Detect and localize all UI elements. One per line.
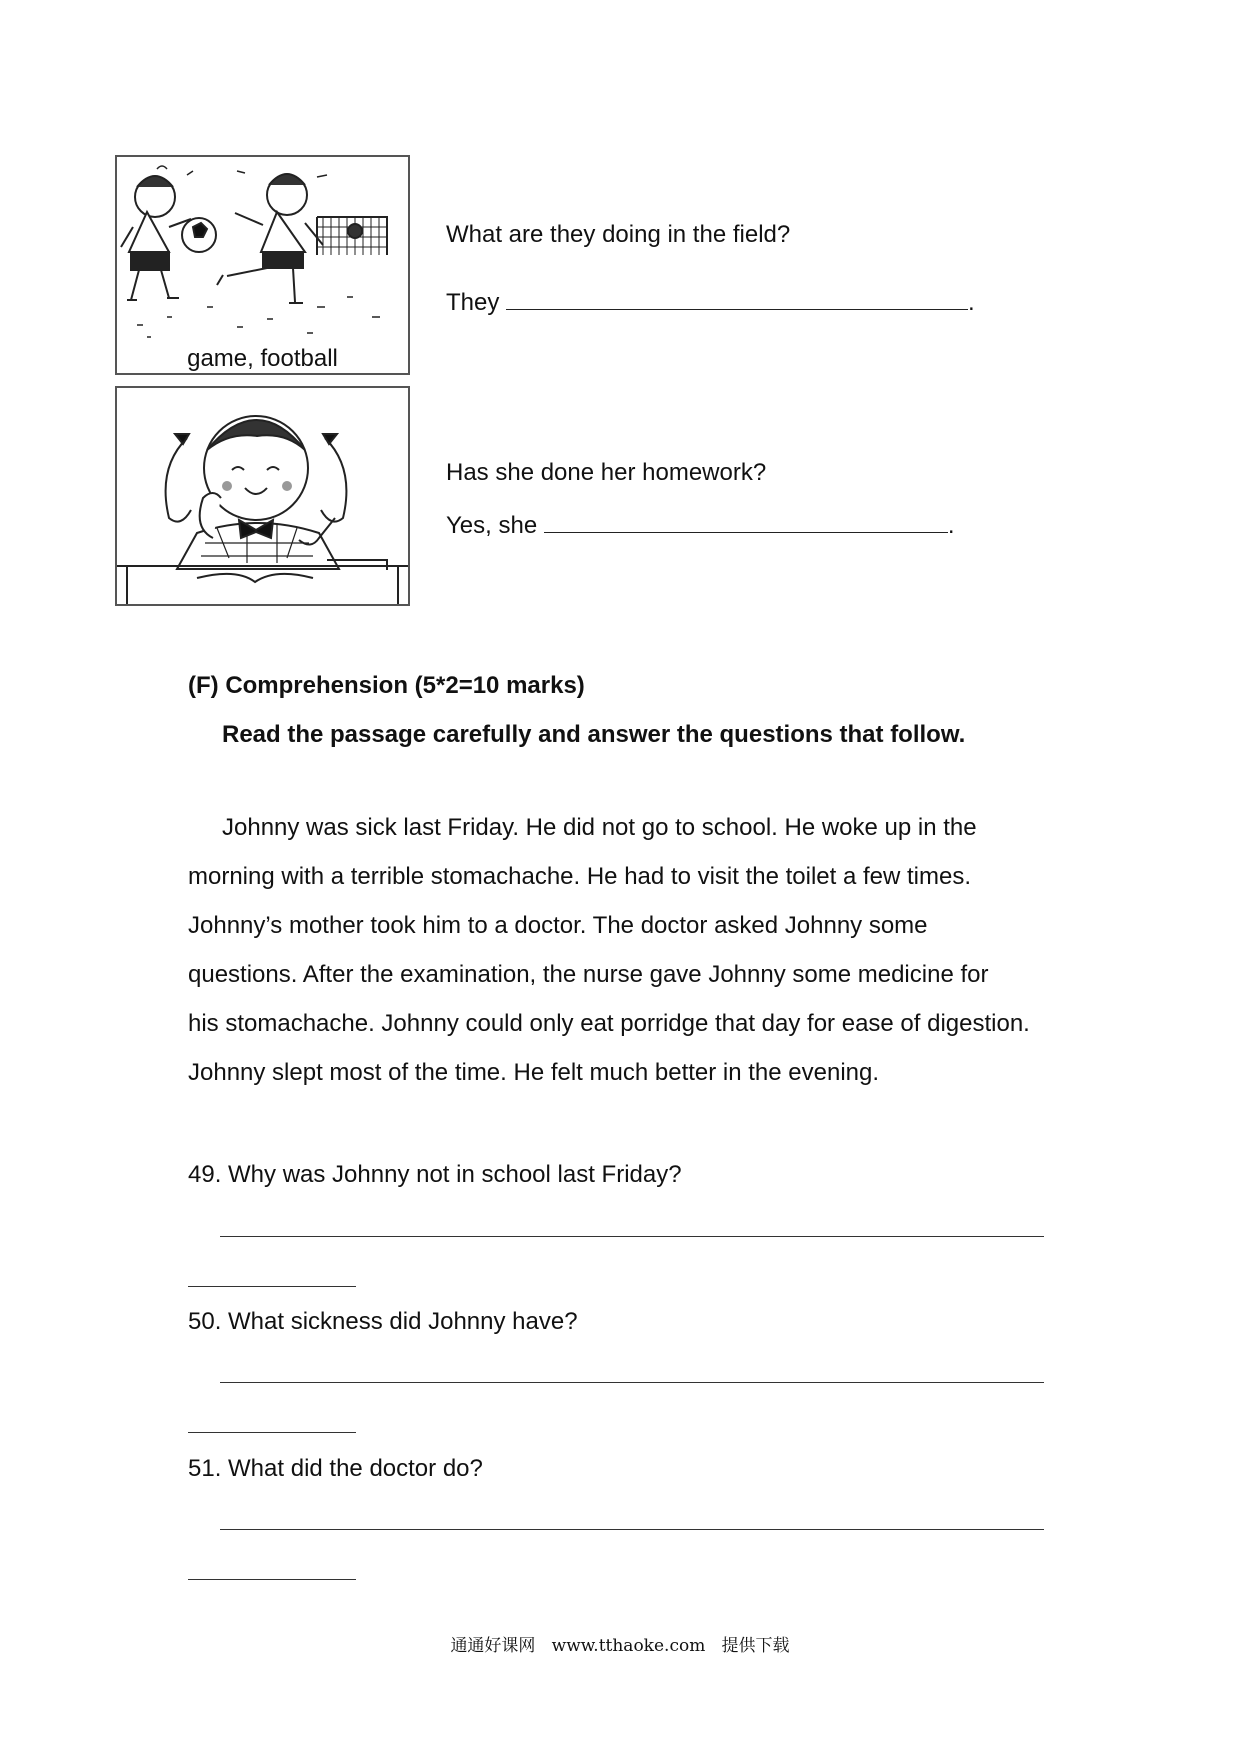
answer-line-49[interactable] [220,1236,1044,1237]
answer-suffix: . [947,512,955,539]
page-footer [0,1631,1240,1656]
homework-picture [115,386,410,606]
footer-url[interactable]: www.tthaoke.com [551,1636,706,1656]
section-title: (F) Comprehension (5*2=10 marks) [188,672,585,699]
answer-blank[interactable] [544,508,948,533]
footer-site-name: 通通好课网 [450,1636,536,1656]
answer-prefix: They [446,289,500,316]
passage-line: questions. After the examination, the nurse gave Johnny some medicine for [188,961,989,988]
question-51: 51. What did the doctor do? [188,1455,483,1482]
answer-blank[interactable] [506,285,968,310]
football-picture [115,155,410,375]
answer-line-49-continued[interactable] [188,1286,356,1287]
question-football: What are they doing in the field? [446,221,791,248]
passage-line: his stomachache. Johnny could only eat porridge that day for ease of digestion. [188,1010,1030,1037]
answer-homework-row [446,508,955,540]
passage-line: Johnny was sick last Friday. He did not go to school. He woke up in the [222,814,977,841]
answer-prefix: Yes, she [446,512,538,539]
passage-line: Johnny’s mother took him to a doctor. The doctor asked Johnny some [188,912,928,939]
question-homework: Has she done her homework? [446,459,767,486]
passage-line: Johnny slept most of the time. He felt much better in the evening. [188,1059,880,1086]
passage-line: morning with a terrible stomachache. He had to visit the toilet a few times. [188,863,972,890]
boys-playing-football-illustration [117,157,408,373]
girl-doing-homework-illustration [117,388,408,604]
answer-line-51[interactable] [220,1529,1044,1530]
answer-suffix: . [968,289,975,316]
footer-suffix: 提供下载 [721,1636,790,1656]
answer-football-row [446,285,975,317]
answer-line-50-continued[interactable] [188,1432,356,1433]
question-49: 49. Why was Johnny not in school last Friday? [188,1161,682,1188]
section-instruction: Read the passage carefully and answer the questions that follow. [222,721,966,748]
answer-line-51-continued[interactable] [188,1579,356,1580]
picture-caption: game, football [187,345,338,372]
reading-passage [188,814,1088,1108]
question-50: 50. What sickness did Johnny have? [188,1308,578,1335]
answer-line-50[interactable] [220,1382,1044,1383]
